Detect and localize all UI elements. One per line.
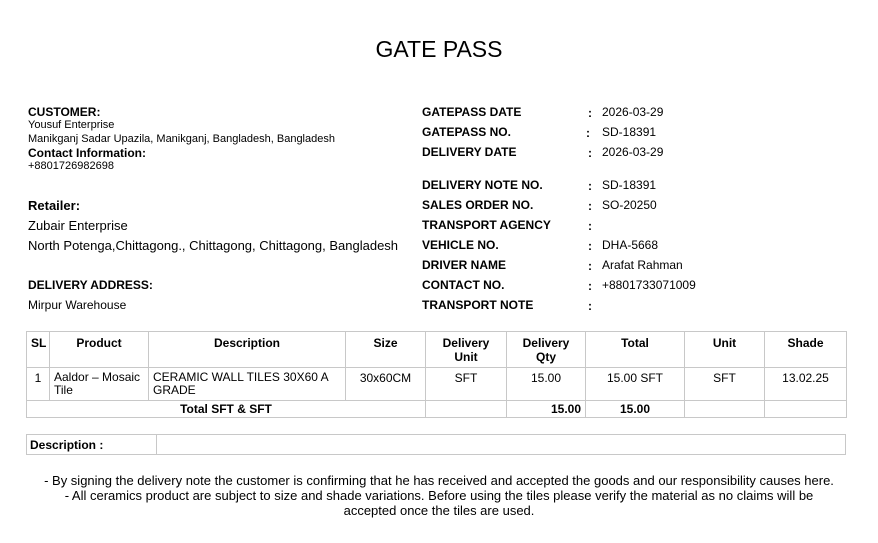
note-line: - All ceramics product are subject to size and shade variations. Before using the tiles please verify the material as no claims will be accepted once the tiles are used. — [64, 488, 814, 518]
note-line: - By signing the delivery note the customer is confirming that he has received and accepted the goods and our responsibility causes here. — [44, 473, 834, 488]
cell-product: Aaldor – Mosaic Tile — [50, 368, 149, 401]
gatepass-date-value: 2026-03-29 — [602, 105, 664, 119]
cell-delivery-qty: 15.00 — [507, 368, 586, 401]
total-empty-cell — [765, 401, 847, 418]
delivery-note-no-label: DELIVERY NOTE NO. — [422, 178, 543, 192]
customer-address: Manikganj Sadar Upazila, Manikganj, Bangladesh, Bangladesh — [28, 133, 335, 145]
retailer-name: Zubair Enterprise — [28, 218, 128, 233]
info-colon: : — [588, 199, 592, 213]
description-value — [157, 435, 846, 455]
info-colon: : — [588, 219, 592, 233]
vehicle-no-value: DHA-5668 — [602, 238, 659, 252]
page-title: GATE PASS — [375, 36, 503, 62]
header-sl: SL — [27, 332, 50, 368]
customer-label: CUSTOMER: — [28, 105, 101, 119]
total-empty-cell — [426, 401, 507, 418]
total-total: 15.00 — [586, 401, 685, 418]
delivery-date-value: 2026-03-29 — [602, 145, 664, 159]
info-colon: : — [586, 126, 590, 140]
total-delivery-qty: 15.00 — [507, 401, 586, 418]
header-delivery-qty: Delivery Qty — [507, 332, 586, 368]
transport-note-label: TRANSPORT NOTE — [422, 298, 534, 312]
total-empty-cell — [685, 401, 765, 418]
cell-description: CERAMIC WALL TILES 30X60 A GRADE — [149, 368, 346, 401]
header-size: Size — [346, 332, 426, 368]
driver-name-label: DRIVER NAME — [422, 258, 507, 272]
items-table — [26, 331, 847, 418]
terms-notes — [0, 473, 878, 518]
info-colon: : — [588, 259, 592, 273]
header-description: Description — [149, 332, 346, 368]
driver-name-value: Arafat Rahman — [602, 258, 683, 272]
cell-shade: 13.02.25 — [765, 368, 847, 401]
customer-phone: +8801726982698 — [28, 160, 114, 172]
delivery-date-label: DELIVERY DATE — [422, 145, 517, 159]
header-unit: Unit — [685, 332, 765, 368]
contact-no-value: +8801733071009 — [602, 278, 696, 292]
info-colon: : — [588, 179, 592, 193]
delivery-address-label: DELIVERY ADDRESS: — [28, 278, 153, 292]
cell-total: 15.00 SFT — [586, 368, 685, 401]
delivery-note-no-value: SD-18391 — [602, 178, 657, 192]
cell-unit: SFT — [685, 368, 765, 401]
table-header-row — [27, 332, 847, 368]
customer-name: Yousuf Enterprise — [28, 119, 115, 131]
info-colon: : — [588, 106, 592, 120]
total-row — [27, 401, 847, 418]
retailer-address: North Potenga,Chittagong., Chittagong, Chittagong, Bangladesh — [28, 238, 399, 253]
header-total: Total — [586, 332, 685, 368]
info-colon: : — [588, 239, 592, 253]
info-colon: : — [588, 279, 592, 293]
cell-delivery-unit: SFT — [426, 368, 507, 401]
gatepass-no-label: GATEPASS NO. — [422, 125, 511, 139]
sales-order-no-label: SALES ORDER NO. — [422, 198, 534, 212]
header-shade: Shade — [765, 332, 847, 368]
table-row — [27, 368, 847, 401]
retailer-label: Retailer: — [28, 198, 81, 213]
gatepass-date-label: GATEPASS DATE — [422, 105, 522, 119]
contact-no-label: CONTACT NO. — [422, 278, 505, 292]
cell-sl: 1 — [27, 368, 50, 401]
description-label: Description : — [27, 435, 157, 455]
gatepass-no-value: SD-18391 — [602, 125, 657, 139]
transport-agency-label: TRANSPORT AGENCY — [422, 218, 551, 232]
info-colon: : — [588, 299, 592, 313]
info-colon: : — [588, 146, 592, 160]
description-table — [26, 434, 846, 455]
contact-info-label: Contact Information: — [28, 146, 146, 160]
header-product: Product — [50, 332, 149, 368]
header-delivery-unit: Delivery Unit — [426, 332, 507, 368]
sales-order-no-value: SO-20250 — [602, 198, 657, 212]
delivery-address-value: Mirpur Warehouse — [28, 298, 127, 312]
vehicle-no-label: VEHICLE NO. — [422, 238, 499, 252]
cell-size: 30x60CM — [346, 368, 426, 401]
total-label: Total SFT & SFT — [27, 401, 426, 418]
